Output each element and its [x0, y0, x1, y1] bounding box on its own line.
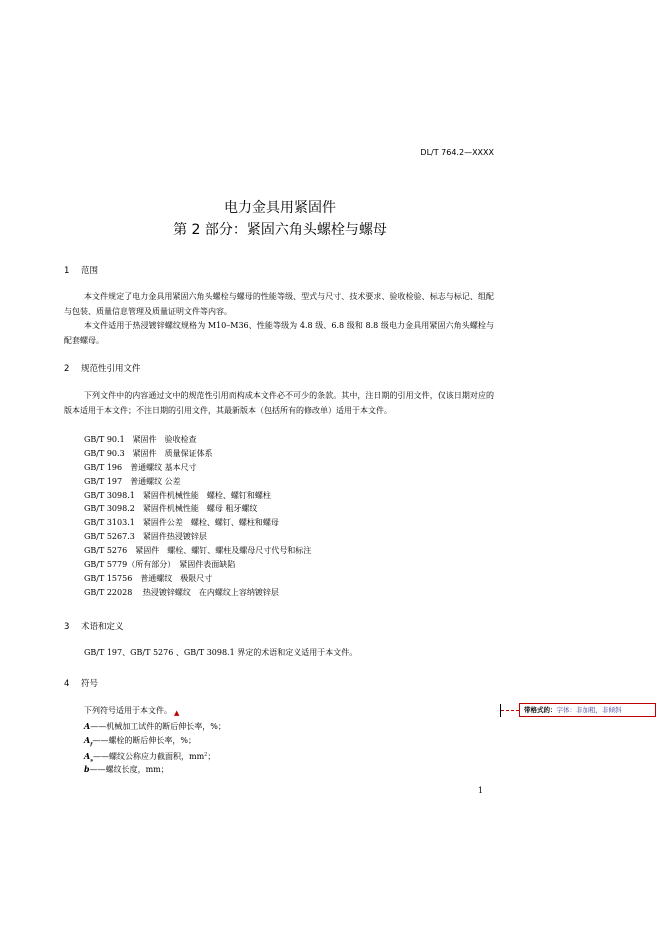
comment-anchor-icon[interactable]: ▲	[174, 709, 180, 717]
reference-item: GB/T 5267.3 紧固件热浸镀锌层	[84, 532, 207, 542]
reference-item: GB/T 196 普通螺纹 基本尺寸	[84, 462, 197, 472]
section-title: 范围	[81, 266, 99, 276]
section-3-heading	[64, 620, 124, 632]
symbol-item	[84, 719, 226, 734]
comment-label: 带格式的：	[524, 706, 557, 714]
symbol-list	[84, 704, 226, 777]
reference-item: GB/T 90.3 紧固件 质量保证体系	[84, 448, 213, 458]
symbols-intro	[84, 704, 226, 719]
section-number: 3	[64, 622, 70, 632]
symbol-description: ——螺纹公称应力截面积，$mm^2$；	[93, 751, 216, 762]
reference-item: GB/T 3103.1 紧固件公差 螺栓、螺钉、螺柱和螺母	[84, 518, 279, 528]
reference-item: GB/T 22028 热浸镀锌螺纹 在内螺纹上容纳镀锌层	[84, 587, 279, 597]
section-title: 规范性引用文件	[81, 364, 141, 374]
section-4-heading	[64, 677, 98, 689]
reference-item: GB/T 15756 普通螺纹 极限尺寸	[84, 573, 213, 583]
symbols-intro-text: 下列符号适用于本文件。	[84, 706, 172, 715]
section-number: 2	[64, 364, 70, 374]
symbol: $A_f$	[84, 735, 93, 748]
reference-item: GB/T 3098.1 紧固件机械性能 螺栓、螺钉和螺柱	[84, 490, 271, 500]
section-1-heading	[64, 264, 98, 276]
comment-value: 字体：非加粗，非倾斜	[556, 706, 622, 714]
reference-item: GB/T 197 普通螺纹 公差	[84, 476, 181, 486]
section-2-heading	[64, 362, 141, 374]
symbol-description: ——螺纹长度，mm；	[89, 765, 169, 774]
scope-paragraph-2: 本文件适用于热浸镀锌螺纹规格为 M10–M36、性能等级为 4.8 级、6.8 级和 8.8 级电力金具用紧固六角头螺栓与配套螺母。	[64, 321, 494, 345]
scope-paragraph-1: 本文件规定了电力金具用紧固六角头螺栓与螺母的性能等级、型式与尺寸、技术要求、验收检验、标志与标记、组配与包装、质量信息管理及质量证明文件等内容。	[64, 292, 494, 316]
section-number: 1	[64, 266, 70, 276]
references-intro: 下列文件中的内容通过文中的规范性引用而构成本文件必不可少的条款。其中，注日期的引用文件，仅该日期对应的版本适用于本文件；不注日期的引用文件，其最新版本（包括所有的修改单）适用于本文件。	[64, 391, 494, 415]
reference-list	[84, 433, 311, 600]
terms-paragraph: GB/T 197、GB/T 5276 、GB/T 3098.1 界定的术语和定义适用于本文件。	[84, 648, 358, 657]
section-title: 术语和定义	[81, 622, 124, 632]
section-number: 4	[64, 679, 70, 689]
symbol-item	[84, 748, 226, 763]
reference-item: GB/T 5779（所有部分） 紧固件表面缺陷	[84, 560, 236, 570]
symbol: b	[84, 764, 90, 774]
document-code: DL/T 764.2—XXXX	[420, 148, 494, 157]
symbol-item	[84, 733, 226, 748]
document-title: 电力金具用紧固件	[224, 200, 336, 216]
document-subtitle: 第 2 部分：紧固六角头螺栓与螺母	[173, 222, 387, 238]
reference-item: GB/T 90.1 紧固件 验收检查	[84, 435, 197, 444]
page-number: 1	[478, 786, 484, 795]
format-comment-balloon[interactable]	[519, 703, 656, 717]
section-title: 符号	[81, 679, 99, 689]
symbol-item	[84, 762, 226, 777]
comment-connector	[501, 710, 519, 711]
symbol-description: ——螺栓的断后伸长率，%；	[92, 736, 196, 745]
reference-item: GB/T 3098.2 紧固件机械性能 螺母 粗牙螺纹	[84, 504, 258, 514]
reference-item: GB/T 5276 紧固件 螺栓、螺钉、螺柱及螺母尺寸代号和标注	[84, 546, 312, 556]
symbol-description: ——机械加工试件的断后伸长率，%；	[90, 721, 226, 731]
symbol: A	[84, 720, 91, 731]
symbol: $A_s$	[84, 751, 94, 764]
